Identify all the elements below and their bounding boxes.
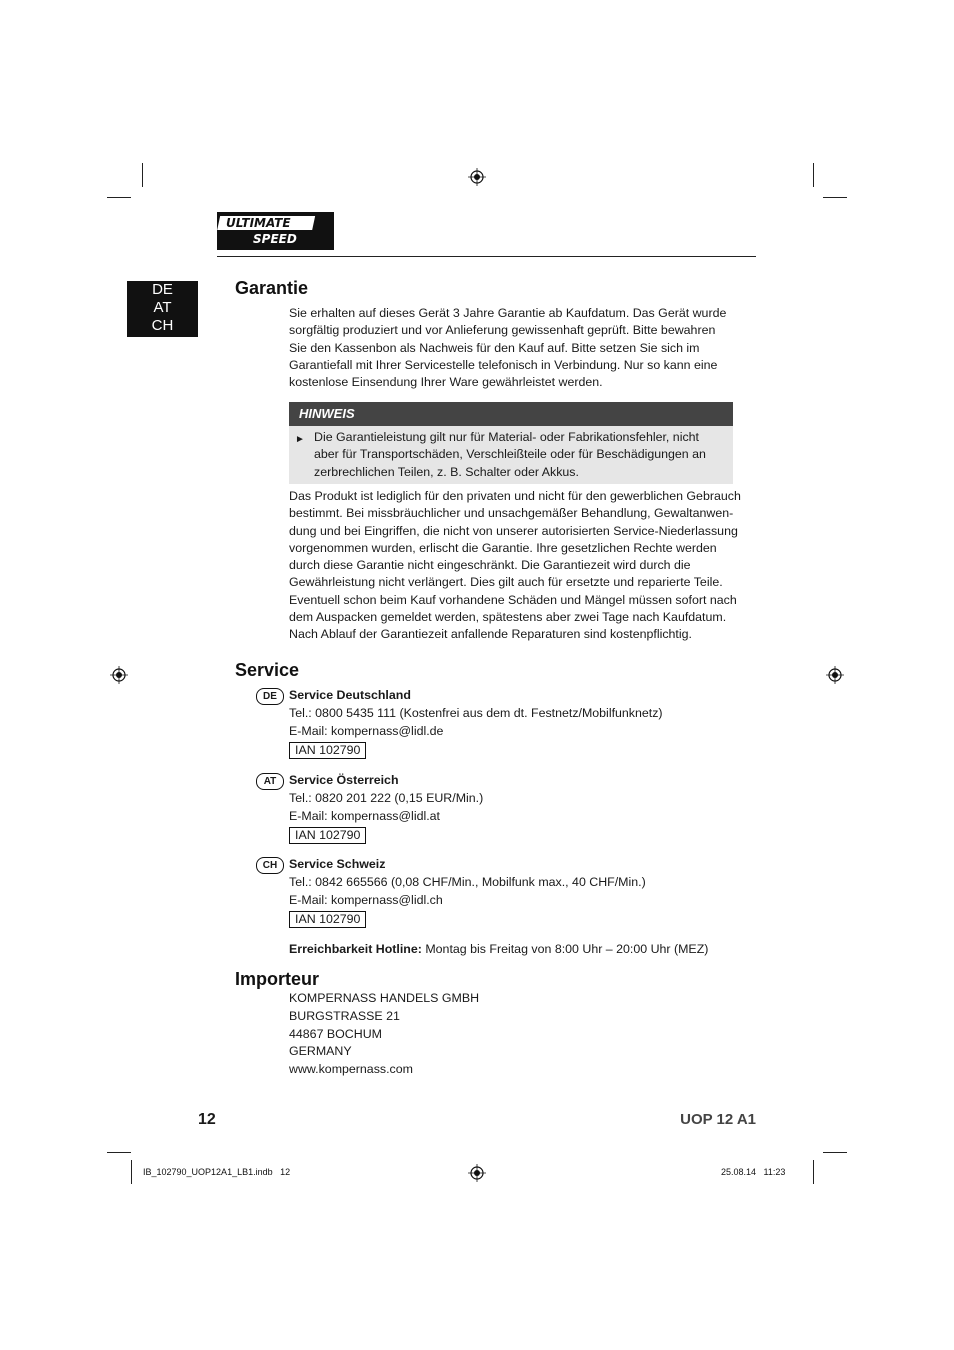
- text-line: aber für Transportschäden, Verschleißteile oder für Beschädigungen an: [314, 447, 706, 462]
- text-line: Das Produkt ist lediglich für den privaten und nicht für den gewerblichen Gebrauch: [289, 489, 741, 503]
- hotline-label: Erreichbarkeit Hotline:: [289, 942, 422, 956]
- text-line: durch diese Garantie nicht eingeschränkt. Die Garantiezeit wird durch die: [289, 558, 691, 573]
- text-line: dem Auspacken gemeldet werden, spätestens aber zwei Tage nach Kaufdatum.: [289, 610, 727, 625]
- note-title: HINWEIS: [289, 402, 733, 426]
- text-line: Sie den Kassenbon als Nachweis für den Kauf auf. Bitte setzen Sie sich im: [289, 340, 700, 355]
- service-title: Service Schweiz: [289, 857, 386, 871]
- lang-at: AT: [153, 299, 172, 316]
- lang-ch: CH: [151, 317, 174, 334]
- text-line: Nach Ablauf der Garantiezeit anfallende Reparaturen sind kostenpflichtig.: [289, 627, 692, 642]
- address-line: 44867 BOCHUM: [289, 1026, 382, 1041]
- service-entry-de: [289, 687, 663, 760]
- crop-mark: [142, 163, 143, 187]
- text-line: Eventuell schon beim Kauf vorhandene Schäden und Mängel müssen sofort nach: [289, 592, 737, 607]
- logo-line2: SPEED: [253, 232, 297, 246]
- crop-mark: [823, 197, 847, 198]
- text-line: Gewährleistung nicht verlängert. Dies gilt auch für ersetzte und reparierte Teile.: [289, 575, 723, 590]
- note-box: [289, 426, 733, 484]
- header-rule: [217, 256, 756, 257]
- importeur-heading: Importeur: [235, 969, 320, 989]
- address-line: BURGSTRASSE 21: [289, 1008, 400, 1023]
- service-email: E-Mail: kompernass@lidl.de: [289, 723, 444, 738]
- registration-mark-icon: [468, 168, 486, 186]
- arrow-right-icon: ►: [295, 434, 305, 445]
- badge-de: DE: [256, 688, 284, 705]
- crop-mark: [107, 1152, 131, 1153]
- page-number: 12: [198, 1111, 216, 1128]
- service-tel: Tel.: 0842 665566 (0,08 CHF/Min., Mobilfunk max., 40 CHF/Min.): [289, 874, 646, 889]
- ian-box: IAN 102790: [289, 827, 366, 844]
- service-entry-at: [289, 772, 483, 845]
- registration-mark-icon: [826, 666, 844, 684]
- hotline-info: [289, 942, 708, 956]
- crop-mark: [823, 1152, 847, 1153]
- website-link[interactable]: www.kompernass.com: [289, 1062, 413, 1077]
- address-line: GERMANY: [289, 1044, 352, 1059]
- text-line: Garantiefall mit Ihrer Servicestelle telefonisch in Verbindung. Nur so kann eine: [289, 357, 718, 372]
- logo-line1: ULTIMATE: [226, 216, 291, 230]
- garantie-heading: Garantie: [235, 278, 309, 298]
- crop-mark: [107, 197, 131, 198]
- text-line: dung und bei Eingriffen, die nicht von unserer autorisierten Service-Niederlassung: [289, 523, 738, 538]
- badge-ch: CH: [256, 857, 284, 874]
- lang-de: DE: [152, 281, 173, 298]
- service-entry-ch: [289, 856, 646, 929]
- text-line: Sie erhalten auf dieses Gerät 3 Jahre Garantie ab Kaufdatum. Das Gerät wurde: [289, 306, 727, 320]
- text-line: kostenlose Einsendung Ihrer Ware gewährleistet werden.: [289, 375, 603, 390]
- text-line: vorgenommen wurden, erlischt die Garantie. Ihre gesetzlichen Rechte werden: [289, 540, 717, 555]
- service-title: Service Deutschland: [289, 688, 411, 702]
- note-text: [314, 429, 724, 481]
- badge-at: AT: [256, 773, 284, 790]
- service-email: E-Mail: kompernass@lidl.ch: [289, 892, 443, 907]
- importeur-address: [289, 990, 479, 1079]
- crop-mark: [813, 1160, 814, 1184]
- registration-mark-icon: [468, 1164, 486, 1182]
- text-line: zerbrechlichen Teilen, z. B. Schalter oder Akkus.: [314, 464, 579, 479]
- garantie-intro: [289, 305, 739, 391]
- garantie-body: [289, 488, 741, 644]
- ian-box: IAN 102790: [289, 742, 366, 759]
- slug-file: IB_102790_UOP12A1_LB1.indb 12: [143, 1167, 291, 1177]
- service-tel: Tel.: 0800 5435 111 (Kostenfrei aus dem dt. Festnetz/Mobilfunknetz): [289, 705, 663, 720]
- ultimate-speed-logo: [217, 212, 334, 250]
- service-email: E-Mail: kompernass@lidl.at: [289, 808, 440, 823]
- text-line: sorgfältig produziert und vor Anlieferung gewissenhaft geprüft. Bitte bewahren: [289, 323, 716, 338]
- ian-box: IAN 102790: [289, 911, 366, 928]
- address-line: KOMPERNASS HANDELS GMBH: [289, 991, 480, 1005]
- hotline-hours: Montag bis Freitag von 8:00 Uhr – 20:00 Uhr (MEZ): [421, 942, 709, 956]
- service-tel: Tel.: 0820 201 222 (0,15 EUR/Min.): [289, 790, 484, 805]
- language-tab: [127, 281, 198, 337]
- service-title: Service Österreich: [289, 773, 399, 787]
- model-number: UOP 12 A1: [680, 1111, 756, 1128]
- crop-mark: [131, 1160, 132, 1184]
- text-line: Die Garantieleistung gilt nur für Material- oder Fabrikationsfehler, nicht: [314, 430, 699, 444]
- crop-mark: [813, 163, 814, 187]
- service-heading: Service: [235, 660, 300, 680]
- slug-date: 25.08.14 11:23: [721, 1167, 786, 1177]
- registration-mark-icon: [110, 666, 128, 684]
- text-line: bestimmt. Bei missbräuchlicher und unsachgemäßer Behandlung, Gewaltanwen-: [289, 506, 734, 521]
